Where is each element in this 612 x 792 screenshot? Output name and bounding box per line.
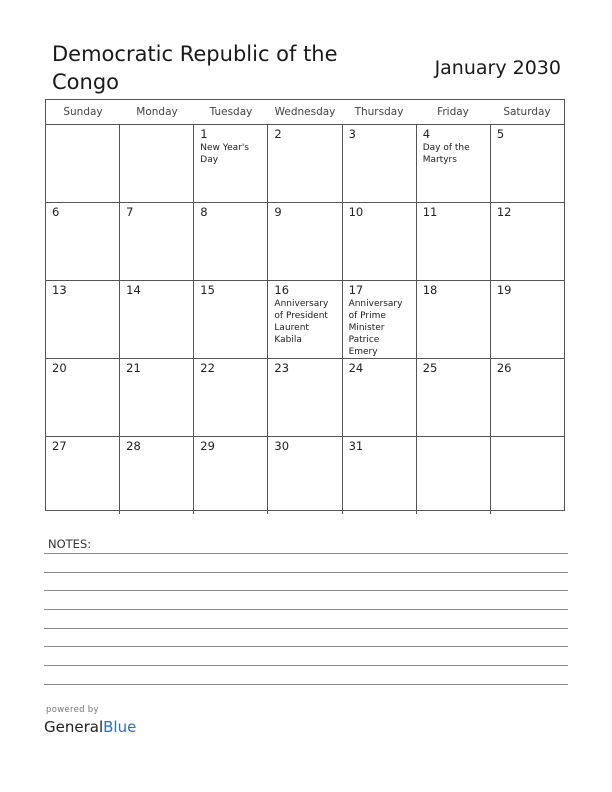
week-row xyxy=(46,203,564,281)
day-cell xyxy=(194,203,268,280)
day-cell xyxy=(46,125,120,202)
week-row xyxy=(46,437,564,514)
holiday-label: Anniversary of Prime Minister Patrice Emery xyxy=(348,299,403,357)
day-cell xyxy=(343,437,417,514)
day-cell xyxy=(343,125,417,202)
day-number: 20 xyxy=(52,361,67,375)
day-cell xyxy=(120,437,194,514)
day-number: 25 xyxy=(422,361,438,375)
note-line xyxy=(44,665,568,666)
day-number: 28 xyxy=(126,439,141,453)
day-number: 2 xyxy=(274,127,282,141)
weekday-header: Thursday xyxy=(354,106,404,118)
day-cell xyxy=(120,125,194,202)
day-cell xyxy=(194,437,268,514)
powered-by-text: powered by xyxy=(46,705,99,715)
day-number: 29 xyxy=(200,439,215,453)
week-row xyxy=(46,125,564,203)
day-number: 4 xyxy=(422,127,431,141)
day-number: 1 xyxy=(200,127,208,141)
day-number: 6 xyxy=(52,205,60,219)
weekday-header: Sunday xyxy=(63,106,103,118)
day-number: 22 xyxy=(200,361,215,375)
day-number: 16 xyxy=(274,283,290,297)
generalblue-logo[interactable] xyxy=(44,717,136,737)
note-line xyxy=(44,609,568,610)
note-line xyxy=(44,572,568,573)
day-number: 10 xyxy=(348,205,364,219)
brand-part-general: General xyxy=(44,718,104,736)
day-cell xyxy=(343,203,417,280)
holiday-label: Anniversary of President Laurent Kabila xyxy=(274,299,329,345)
day-number: 23 xyxy=(274,361,290,375)
day-number: 30 xyxy=(274,439,290,453)
day-cell xyxy=(491,203,564,280)
weekday-header: Tuesday xyxy=(209,106,253,118)
calendar-grid xyxy=(45,99,565,511)
day-cell xyxy=(194,125,268,202)
day-cell xyxy=(120,281,194,358)
weekday-header: Friday xyxy=(437,106,469,118)
weeks-container xyxy=(46,125,564,514)
day-cell xyxy=(120,203,194,280)
day-number: 7 xyxy=(126,205,134,219)
day-number: 14 xyxy=(126,283,141,297)
weekday-header-row xyxy=(46,100,564,125)
day-cell xyxy=(491,359,564,436)
week-row xyxy=(46,281,564,359)
day-cell xyxy=(491,437,564,514)
day-cell xyxy=(417,125,491,202)
day-number: 27 xyxy=(52,439,67,453)
brand-part-blue: Blue xyxy=(103,718,137,736)
day-cell xyxy=(343,359,417,436)
day-cell xyxy=(46,203,120,280)
day-number: 19 xyxy=(496,283,512,297)
day-cell xyxy=(268,359,342,436)
holiday-label: Day of the Martyrs xyxy=(422,143,470,165)
day-cell xyxy=(268,437,342,514)
day-cell xyxy=(343,281,417,358)
note-line xyxy=(44,628,568,629)
note-line xyxy=(44,553,568,554)
weekday-header: Wednesday xyxy=(274,106,336,118)
day-cell xyxy=(417,359,491,436)
day-number: 17 xyxy=(348,283,364,297)
day-cell xyxy=(268,281,342,358)
day-number: 31 xyxy=(348,439,364,453)
day-cell xyxy=(268,203,342,280)
day-cell xyxy=(194,359,268,436)
day-number: 3 xyxy=(348,127,356,141)
day-cell xyxy=(417,281,491,358)
day-number: 5 xyxy=(496,127,505,141)
day-number: 8 xyxy=(200,205,208,219)
notes-label: NOTES: xyxy=(48,537,92,551)
day-cell xyxy=(268,125,342,202)
weekday-header: Saturday xyxy=(503,106,551,118)
day-number: 15 xyxy=(200,283,215,297)
week-row xyxy=(46,359,564,437)
weekday-header: Monday xyxy=(136,106,178,118)
day-cell xyxy=(491,125,564,202)
note-line xyxy=(44,684,568,685)
day-cell xyxy=(120,359,194,436)
day-number: 18 xyxy=(422,283,438,297)
day-number: 11 xyxy=(422,205,438,219)
day-cell xyxy=(417,437,491,514)
day-number: 26 xyxy=(496,361,512,375)
page-title: Democratic Republic of the Congo xyxy=(52,42,338,94)
day-cell xyxy=(46,437,120,514)
note-line xyxy=(44,646,568,647)
day-cell xyxy=(194,281,268,358)
holiday-label: New Year's Day xyxy=(200,143,249,165)
day-number: 21 xyxy=(126,361,141,375)
day-cell xyxy=(46,359,120,436)
day-cell xyxy=(417,203,491,280)
month-title: January 2030 xyxy=(434,57,561,79)
note-line xyxy=(44,590,568,591)
day-cell xyxy=(46,281,120,358)
day-number: 9 xyxy=(274,205,282,219)
day-number: 12 xyxy=(496,205,512,219)
day-number: 24 xyxy=(348,361,364,375)
day-cell xyxy=(491,281,564,358)
day-number: 13 xyxy=(52,283,67,297)
